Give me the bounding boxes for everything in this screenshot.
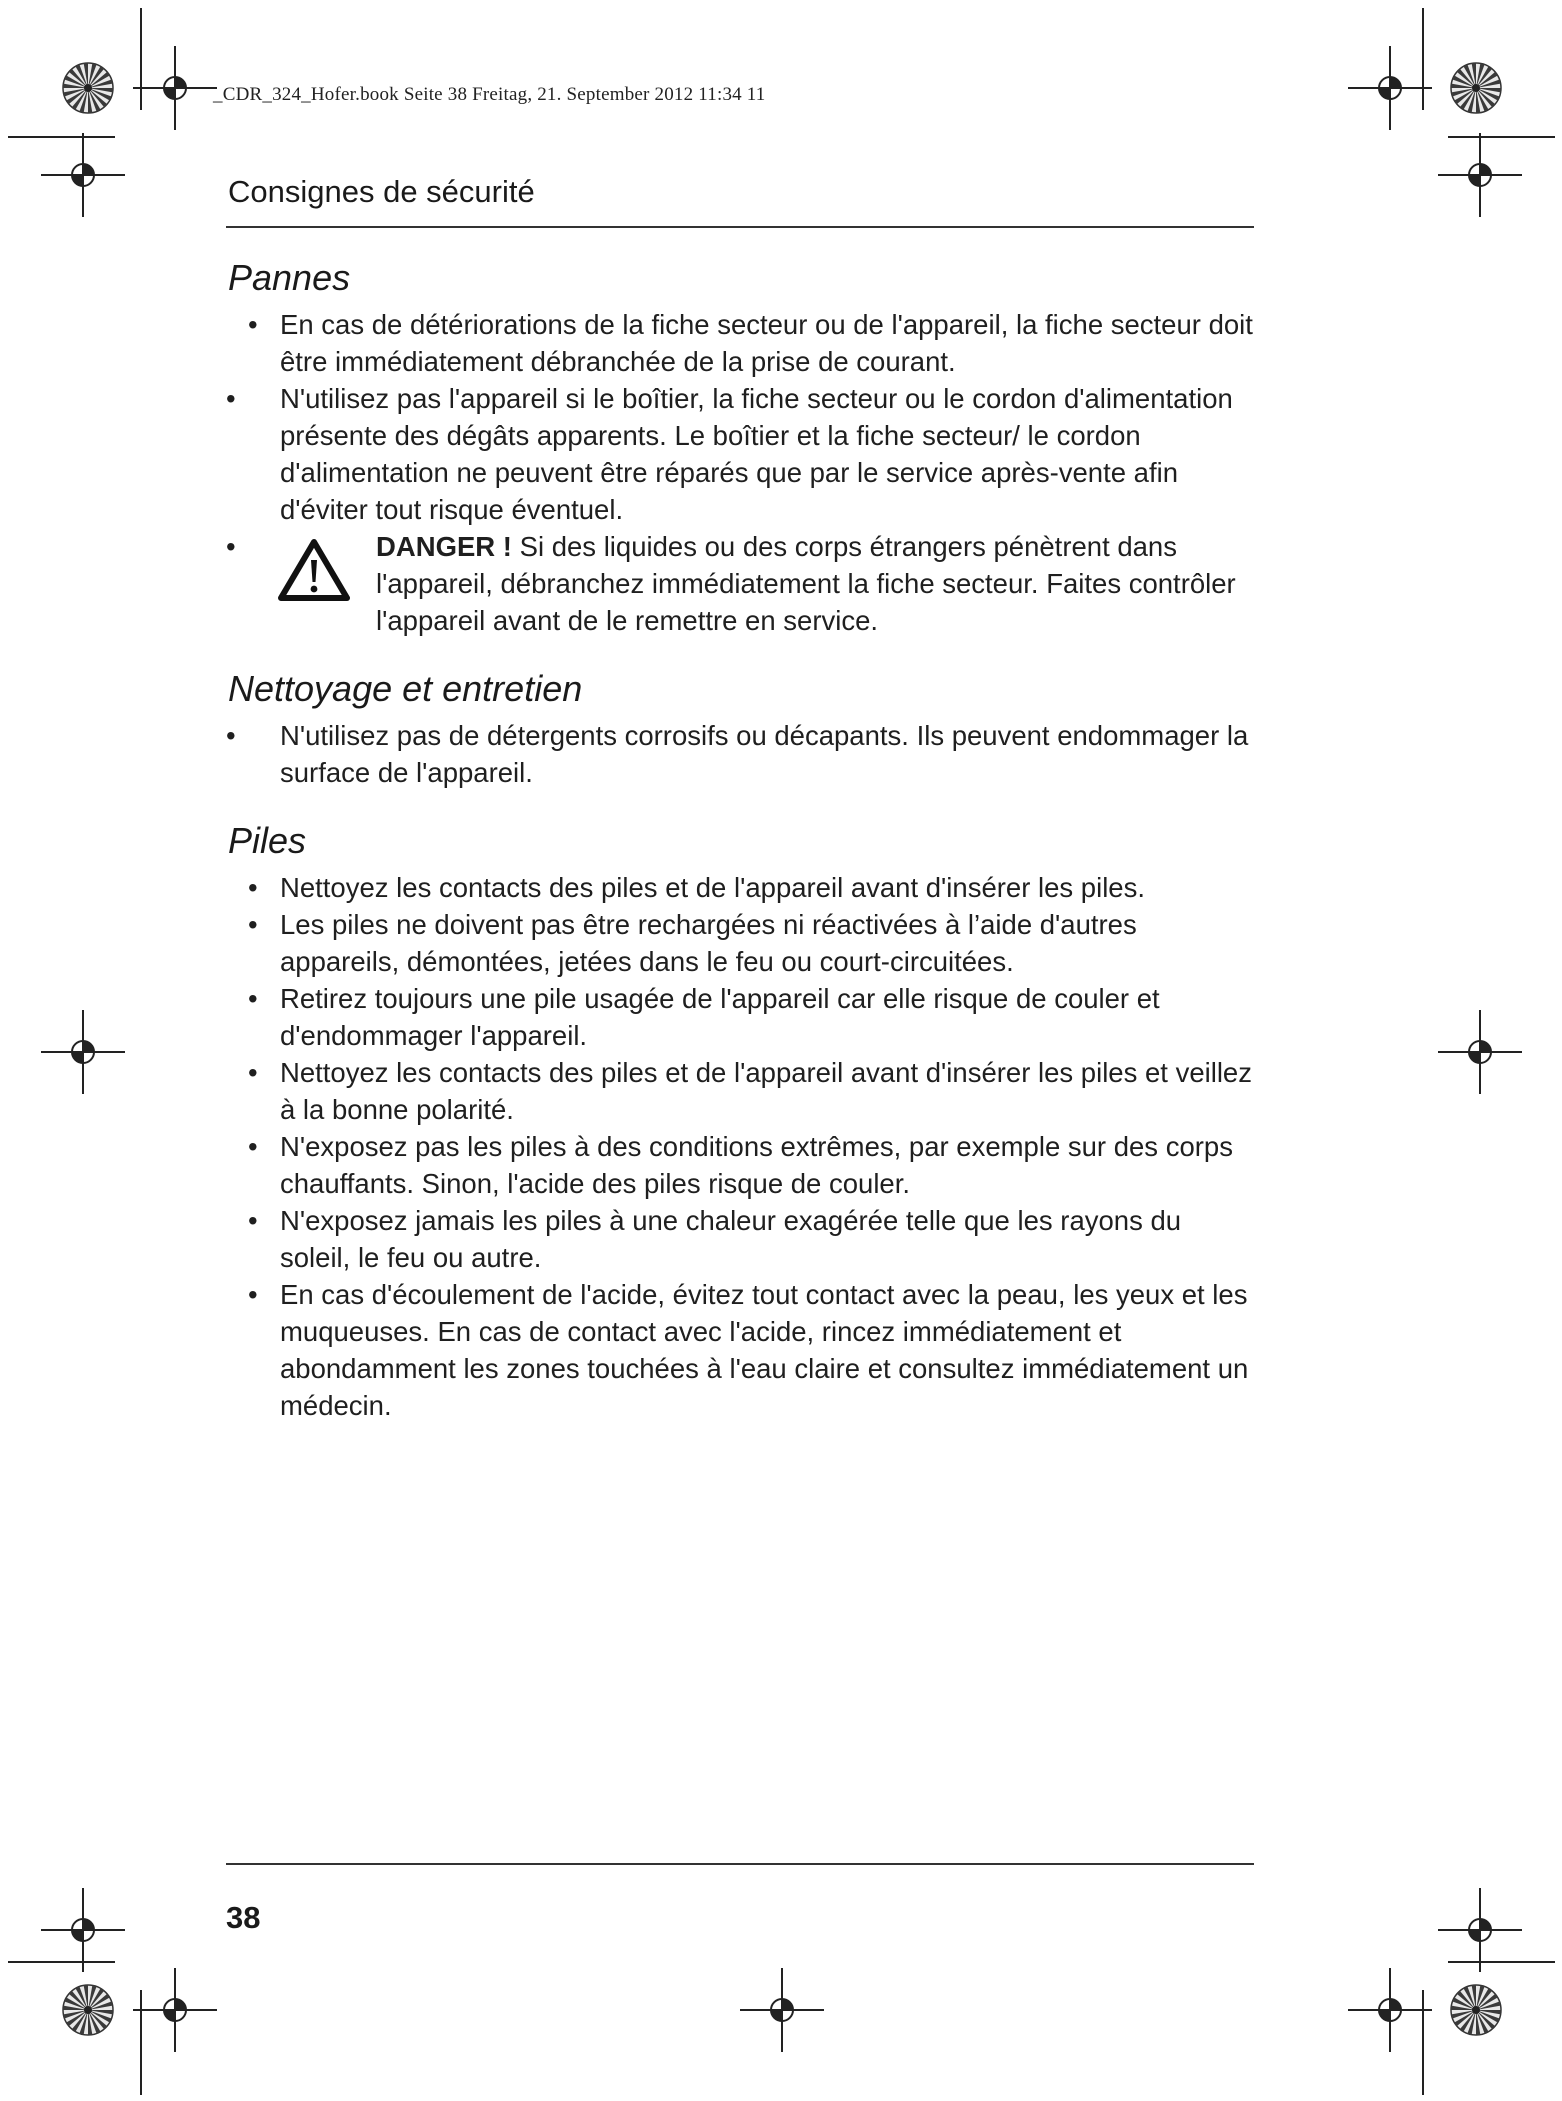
list-item-text: Les piles ne doivent pas être rechargées ni réactivées à l’aide d'autres appareils, démontées, jetées dans le feu ou court-circuitées. [280, 909, 1137, 977]
list-item-text: Nettoyez les contacts des piles et de l'appareil avant d'insérer les piles. [280, 872, 1145, 903]
list-item-text: En cas de détériorations de la fiche secteur ou de l'appareil, la fiche secteur doit être immédiatement débranchée de la prise de courant. [280, 309, 1253, 377]
page-number: 38 [226, 1900, 261, 1935]
bullet: • [226, 531, 236, 562]
section-title: Piles [228, 820, 307, 861]
starburst-target-icon [63, 63, 113, 113]
list-item-text: Si des liquides ou des corps étrangers pénètrent dans l'appareil, débranchez immédiatement la fiche secteur. Faites contrôler l'appareil avant de le remettre en service. [376, 531, 1236, 636]
registration-mark-icon [41, 133, 125, 217]
starburst-target-icon [63, 1985, 113, 2035]
list-item [226, 869, 1256, 906]
list-item [226, 1054, 1256, 1128]
header-rule [226, 226, 1254, 228]
bullet: • [248, 1205, 258, 1236]
list-item-text: Nettoyez les contacts des piles et de l'appareil avant d'insérer les piles et veillez à la bonne polarité. [280, 1057, 1252, 1125]
section-nettoyage [226, 667, 1256, 791]
starburst-target-icon [1451, 1985, 1501, 2035]
bullet: • [248, 1131, 258, 1162]
registration-mark-icon [41, 1010, 125, 1094]
registration-mark-icon [133, 46, 217, 130]
list-item [226, 380, 1256, 528]
danger-label: DANGER ! [376, 531, 512, 562]
footer-rule [226, 1863, 1254, 1865]
registration-mark-icon [41, 1888, 125, 1972]
registration-mark-icon [1348, 1968, 1432, 2052]
bullet: • [248, 872, 258, 903]
bullet: • [248, 1057, 258, 1088]
section-title: Nettoyage et entretien [228, 668, 583, 709]
bullet: • [248, 909, 258, 940]
bullet: • [248, 1279, 258, 1310]
bullet: • [248, 309, 258, 340]
running-head: Consignes de sécurité [228, 174, 535, 209]
bullet: • [226, 383, 236, 414]
section-pannes [226, 256, 1256, 639]
bullet: • [248, 983, 258, 1014]
list-item-text: N'utilisez pas l'appareil si le boîtier, la fiche secteur ou le cordon d'alimentation présente des dégâts apparents. Le boîtier et la fiche secteur/ le cordon d'alimentation ne peuvent être réparés que par le service après-vente afin d'éviter tout risque éventuel. [280, 383, 1233, 525]
list-item [226, 1202, 1256, 1276]
list-item [226, 906, 1256, 980]
registration-mark-icon [740, 1968, 824, 2052]
list-item [226, 306, 1256, 380]
slug-line: _CDR_324_Hofer.book Seite 38 Freitag, 21. September 2012 11:34 11 [213, 84, 766, 105]
list-item-text: En cas d'écoulement de l'acide, évitez tout contact avec la peau, les yeux et les muqueuses. En cas de contact avec l'acide, rincez immédiatement et abondamment les zones touchées à l'eau claire et consultez immédiatement un médecin. [280, 1279, 1249, 1421]
registration-mark-icon [1438, 133, 1522, 217]
list-item-text: N'exposez jamais les piles à une chaleur exagérée telle que les rayons du soleil, le feu ou autre. [280, 1205, 1182, 1273]
page-content [226, 256, 1256, 1452]
list-item-text: N'exposez pas les piles à des conditions extrêmes, par exemple sur des corps chauffants. Sinon, l'acide des piles risque de couler. [280, 1131, 1233, 1199]
list-item [226, 1128, 1256, 1202]
section-title: Pannes [228, 257, 351, 298]
registration-mark-icon [1438, 1010, 1522, 1094]
warning-triangle-icon [278, 538, 350, 602]
list-item [226, 717, 1256, 791]
registration-mark-icon [1438, 1888, 1522, 1972]
bullet: • [226, 720, 236, 751]
list-item [226, 980, 1256, 1054]
registration-mark-icon [133, 1968, 217, 2052]
list-item [226, 1276, 1256, 1424]
list-item-text: N'utilisez pas de détergents corrosifs ou décapants. Ils peuvent endommager la surface de l'appareil. [280, 720, 1249, 788]
danger-list-item [226, 528, 1256, 639]
list-item-text: Retirez toujours une pile usagée de l'appareil car elle risque de couler et d'endommager l'appareil. [280, 983, 1160, 1051]
section-piles [226, 819, 1256, 1424]
starburst-target-icon [1451, 63, 1501, 113]
registration-mark-icon [1348, 46, 1432, 130]
